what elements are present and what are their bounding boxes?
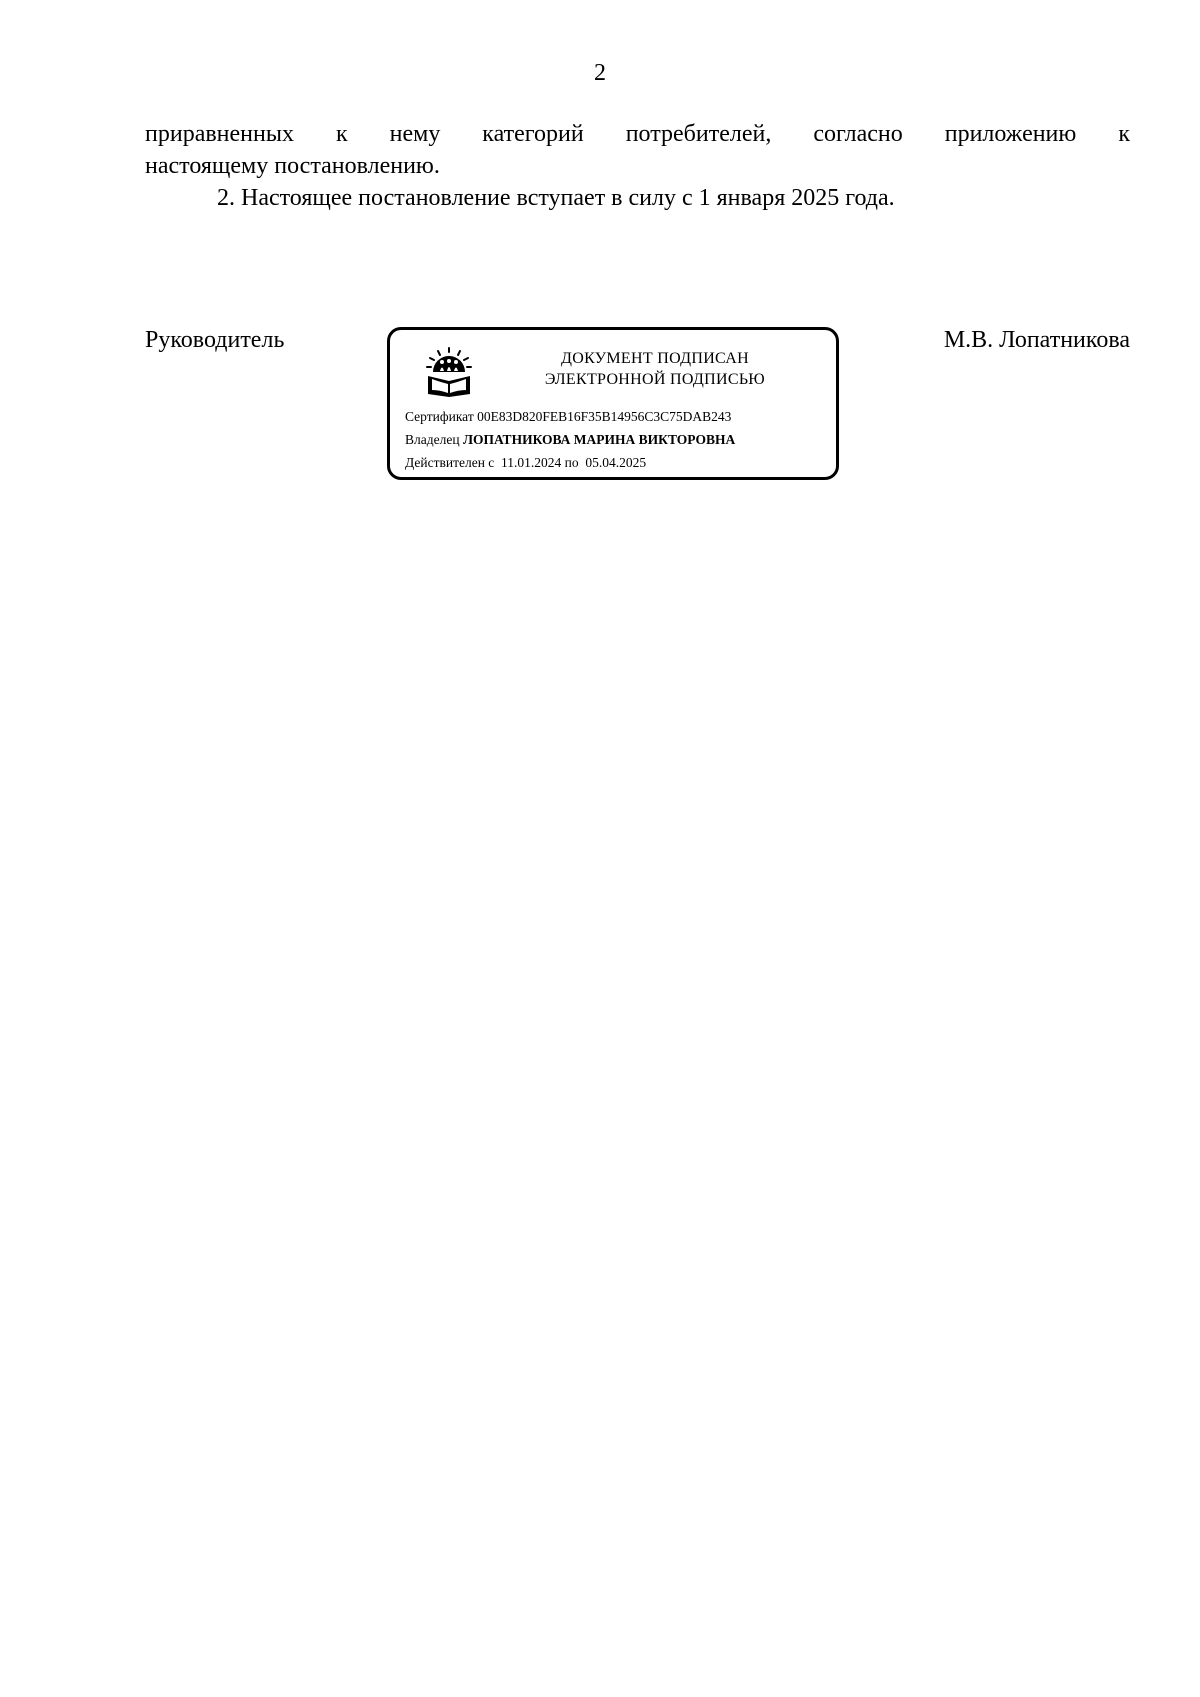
- paragraph-2: 2. Настоящее постановление вступает в силу с 1 января 2025 года.: [217, 185, 895, 211]
- electronic-signature-stamp: [387, 327, 839, 480]
- owner-label: Владелец: [405, 432, 460, 447]
- paragraph-1-line-2: настоящему постановлению.: [145, 153, 440, 179]
- valid-label: Действителен с: [405, 455, 495, 470]
- signer-name: М.В. Лопатникова: [943, 327, 1130, 353]
- stamp-owner-row: [405, 431, 735, 449]
- stamp-heading-line-2: ЭЛЕКТРОННОЙ ПОДПИСЬЮ: [544, 371, 766, 388]
- stamp-heading-line-1: ДОКУМЕНТ ПОДПИСАН: [561, 350, 749, 367]
- coat-of-arms-icon: [424, 346, 474, 398]
- valid-to: 05.04.2025: [585, 455, 647, 470]
- stamp-certificate-row: [405, 408, 731, 426]
- certificate-value: 00E83D820FEB16F35B14956C3C75DAB243: [477, 409, 732, 424]
- owner-value: ЛОПАТНИКОВА МАРИНА ВИКТОРОВНА: [462, 432, 736, 447]
- page-number: 2: [594, 60, 606, 86]
- valid-from: 11.01.2024: [501, 455, 562, 470]
- signer-position: Руководитель: [145, 327, 285, 353]
- stamp-validity-row: [405, 454, 646, 472]
- valid-to-label: по: [564, 455, 579, 470]
- stamp-heading: [490, 348, 820, 390]
- certificate-label: Сертификат: [405, 409, 474, 424]
- paragraph-1-line-1: приравненных к нему категорий потребителей, согласно приложению к: [145, 121, 1130, 147]
- document-body: [145, 118, 1130, 214]
